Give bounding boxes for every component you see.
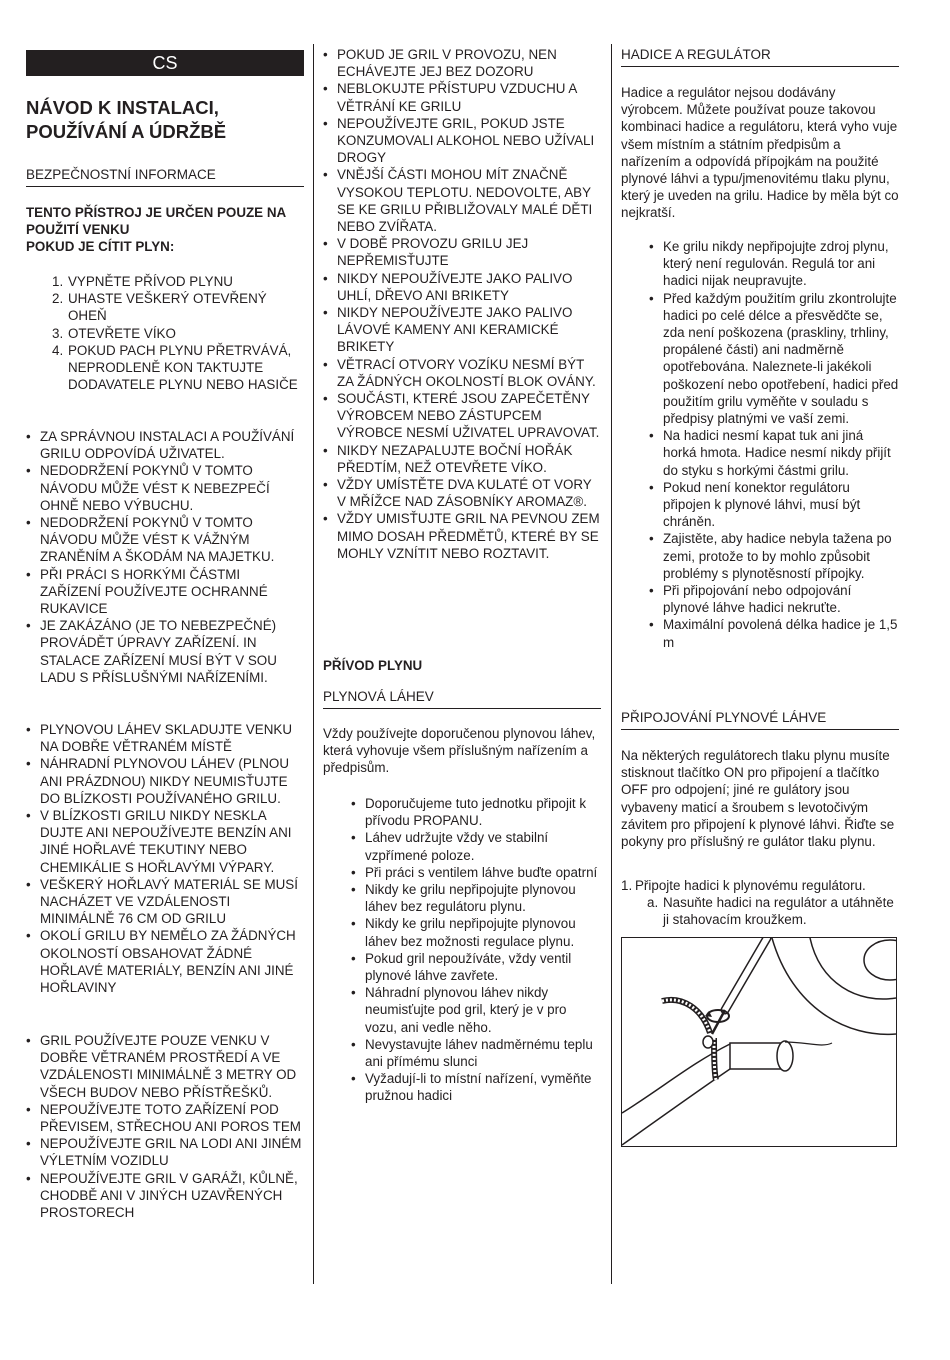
list-item: • NEPOUŽÍVEJTE TOTO ZAŘÍZENÍ POD PŘEVISEM, STŘECHOU ANI POROS TEM <box>26 1101 304 1135</box>
gas-bottle-list <box>351 795 601 1105</box>
list-item: • PLYNOVOU LÁHEV SKLADUJTE VENKU NA DOBŘE VĚTRANÉM MÍSTĚ <box>26 721 304 755</box>
list-item: 1. VYPNĚTE PŘÍVOD PLYNU <box>52 274 233 289</box>
list-item: • NIKDY NEZAPALUJTE BOČNÍ HOŘÁK PŘEDTÍM, NEŽ OTEVŘETE VÍKO. <box>323 442 601 476</box>
list-item: • Láhev udržujte vždy ve stabilní vzpřímené poloze. <box>351 829 601 863</box>
safety-list-c <box>26 1032 304 1221</box>
list-item: • VNĚJŠÍ ČÁSTI MOHOU MÍT ZNAČNĚ VYSOKOU TEPLOTU. NEDOVOLTE, ABY SE KE GRILU PŘIBLIŽOVALY MALÉ DĚTI NEBO ZVÍŘATA. <box>323 166 601 235</box>
list-item: • POKUD JE GRIL V PROVOZU, NEN ECHÁVEJTE JEJ BEZ DOZORU <box>323 46 601 80</box>
column-divider-2 <box>611 44 612 1284</box>
list-item: • ZA SPRÁVNOU INSTALACI A POUŽÍVÁNÍ GRILU ODPOVÍDÁ UŽIVATEL. <box>26 428 304 462</box>
list-item: • NÁHRADNÍ PLYNOVOU LÁHEV (PLNOU ANI PRÁZDNOU) NIKDY NEUMISŤUJTE DO BLÍZKOSTI POUŽÍVANÉHO GRILU. <box>26 755 304 807</box>
warning-block <box>26 204 304 256</box>
gas-bottle-intro: Vždy používejte doporučenou plynovou láhev, která vyhovuje všem příslušným nařízením a předpisům. <box>323 726 596 776</box>
gas-supply-heading: PŘÍVOD PLYNU <box>323 658 423 673</box>
list-item: • VEŠKERÝ HOŘLAVÝ MATERIÁL SE MUSÍ NACHÁZET VE VZDÁLENOSTI MINIMÁLNĚ 76 CM OD GRILU <box>26 876 304 928</box>
language-bar: CS <box>26 50 304 76</box>
list-item: • Doporučujeme tuto jednotku připojit k přívodu PROPANU. <box>351 795 601 829</box>
safety-heading: BEZPEČNOSTNÍ INFORMACE <box>26 167 304 187</box>
list-item: • NEPOUŽÍVEJTE GRIL V GARÁŽI, KŮLNĚ, CHODBĚ ANI V JINÝCH UZAVŘENÝCH PROSTORECH <box>26 1170 304 1222</box>
list-item: • JE ZAKÁZÁNO (JE TO NEBEZPEČNÉ) PROVÁDĚT ÚPRAVY ZAŘÍZENÍ. IN STALACE ZAŘÍZENÍ MUSÍ BÝT V SOU LADU S PŘÍSLUŠNÝMI NAŘÍZENÍMI. <box>26 617 304 686</box>
list-item: • Při práci s ventilem láhve buďte opatrní <box>351 864 601 881</box>
warning-line-1: TENTO PŘÍSTROJ JE URČEN POUZE NA POUŽITÍ VENKU <box>26 205 286 238</box>
list-item: • SOUČÁSTI, KTERÉ JSOU ZAPEČETĚNY VÝROBCEM NEBO ZÁSTUPCEM VÝROBCE NESMÍ UŽIVATEL UPRAVOVAT. <box>323 390 601 442</box>
list-item: • VŽDY UMISŤUJTE GRIL NA PEVNOU ZEM MIMO DOSAH PŘEDMĚTŮ, KTERÉ BY SE MOHLY VZNÍTIT NEBO ROZTAVIT. <box>323 510 601 562</box>
hose-clamp-drawing <box>622 938 896 1146</box>
list-item: • V BLÍZKOSTI GRILU NIKDY NESKLA DUJTE ANI NEPOUŽÍVEJTE BENZÍN ANI JINÉ HOŘLAVÉ TEKUTINY NEBO CHEMIKÁLIE S HOŘLAVÝMI VÝPARY. <box>26 807 304 876</box>
safety-list-a <box>26 428 304 686</box>
hose-regulator-list <box>649 238 899 651</box>
list-item: • NEDODRŽENÍ POKYNŮ V TOMTO NÁVODU MŮŽE VÉST K VÁŽNÝM ZRANĚNÍM A ŠKODÁM NA MAJETKU. <box>26 514 304 566</box>
step-1a: a. Nasuňte hadici na regulátor a utáhněte ji stahovacím kroužkem. <box>647 895 894 928</box>
list-item: • Maximální povolená délka hadice je 1,5 m <box>649 616 899 650</box>
list-item: • Nikdy ke grilu nepřipojujte plynovou láhev bez regulátoru plynu. <box>351 881 601 915</box>
list-item: • VĚTRACÍ OTVORY VOZÍKU NESMÍ BÝT ZA ŽÁDNÝCH OKOLNOSTÍ BLOK OVÁNY. <box>323 356 601 390</box>
list-item: • NEDODRŽENÍ POKYNŮ V TOMTO NÁVODU MŮŽE VÉST K NEBEZPEČÍ OHNĚ NEBO VÝBUCHU. <box>26 462 304 514</box>
list-item: • PŘI PRÁCI S HORKÝMI ČÁSTMI ZAŘÍZENÍ POUŽÍVEJTE OCHRANNÉ RUKAVICE <box>26 566 304 618</box>
list-item: • NIKDY NEPOUŽÍVEJTE JAKO PALIVO UHLÍ, DŘEVO ANI BRIKETY <box>323 270 601 304</box>
hose-regulator-intro: Hadice a regulátor nejsou dodávány výrobcem. Můžete používat pouze takovou kombinaci hadice a regulátoru, která vyho vuje všem místním a státním předpisům a nařízením a odpovídá přípojkám na použité plynové láhvi a typu/jmenovitému tlaku plynu, který je uveden na grilu. Hadice by měla být co nejkratší. <box>621 85 899 221</box>
list-item: • NEPOUŽÍVEJTE GRIL, POKUD JSTE KONZUMOVALI ALKOHOL NEBO UŽÍVALI DROGY <box>323 115 601 167</box>
list-item: • Pokud gril nepoužíváte, vždy ventil plynové láhve zavřete. <box>351 950 601 984</box>
page-title: NÁVOD K INSTALACI, POUŽÍVÁNÍ A ÚDRŽBĚ <box>26 97 227 142</box>
hose-clamp-illustration <box>621 937 897 1147</box>
list-item: 2. UHASTE VEŠKERÝ OTEVŘENÝ OHEŇ <box>52 291 267 324</box>
step-1: 1. Připojte hadici k plynovému regulátoru. <box>621 878 866 893</box>
list-item: • OKOLÍ GRILU BY NEMĚLO ZA ŽÁDNÝCH OKOLNOSTÍ OBSAHOVAT ŽÁDNÉ HOŘLAVÉ MATERIÁLY, BENZÍN ANI JINÉ HOŘLAVINY <box>26 927 304 996</box>
list-item: • Na hadici nesmí kapat tuk ani jiná horká hmota. Hadice nesmí nikdy přijít do styku s horkými částmi grilu. <box>649 427 899 479</box>
list-item: • Vyžadují-li to místní nařízení, vyměňte pružnou hadici <box>351 1070 601 1104</box>
safety-list-b <box>26 721 304 996</box>
gas-smell-steps <box>26 273 304 393</box>
operation-list <box>323 46 601 562</box>
list-item: 4. POKUD PACH PLYNU PŘETRVÁVÁ, NEPRODLENĚ KON TAKTUJTE DODAVATELE PLYNU NEBO HASIČE <box>52 342 298 393</box>
bottle-connection-heading: PŘIPOJOVÁNÍ PLYNOVÉ LÁHVE <box>621 710 899 730</box>
list-item: • NIKDY NEPOUŽÍVEJTE JAKO PALIVO LÁVOVÉ KAMENY ANI KERAMICKÉ BRIKETY <box>323 304 601 356</box>
bottle-connection-intro: Na některých regulátorech tlaku plynu musíte stisknout tlačítko ON pro připojení a tlačítko OFF pro odpojení; jiné re gulátory jsou vybaveny maticí a šroubem s levotočivým závitem pro připojení k plynové láhvi. Řiďte se pokyny pro příslušný re gulátor tlaku plynu. <box>621 748 895 850</box>
list-item: • VŽDY UMÍSTĚTE DVA KULATÉ OT VORY V MŘÍŽCE NAD ZÁSOBNÍKY AROMAZ®. <box>323 476 601 510</box>
list-item: • Před každým použitím grilu zkontrolujte hadici po celé délce a přesvědčte se, zda není poškozena (praskliny, trhliny, propálené části) ani nadměrně opotřebována. Naleznete-li jakékoli poškození nebo opotřebení, hadici před použitím grilu vyměňte v souladu s předpisy platnými ve vaší zemi. <box>649 290 899 428</box>
list-item: • Náhradní plynovou láhev nikdy neumisťujte pod gril, který je v pro vozu, ani vedle něho. <box>351 984 601 1036</box>
list-item: • Při připojování nebo odpojování plynové láhve hadici nekruťte. <box>649 582 899 616</box>
list-item: • Nevystavujte láhev nadměrnému teplu ani přímému slunci <box>351 1036 601 1070</box>
column-divider-1 <box>313 44 314 1284</box>
list-item: • GRIL POUŽÍVEJTE POUZE VENKU V DOBŘE VĚTRANÉM PROSTŘEDÍ A VE VZDÁLENOSTI MINIMÁLNĚ 3 METRY OD VŠECH BUDOV NEBO PŘÍSTŘEŠKŮ. <box>26 1032 304 1101</box>
list-item: • NEBLOKUJTE PŘÍSTUPU VZDUCHU A VĚTRÁNÍ KE GRILU <box>323 80 601 114</box>
list-item: • Zajistěte, aby hadice nebyla tažena po zemi, protože to by mohlo způsobit problémy s plynotěsností přípojky. <box>649 530 899 582</box>
list-item: 3. OTEVŘETE VÍKO <box>52 325 176 341</box>
warning-line-2: POKUD JE CÍTIT PLYN: <box>26 239 175 255</box>
list-item: • NEPOUŽÍVEJTE GRIL NA LODI ANI JINÉM VÝLETNÍM VOZIDLU <box>26 1135 304 1169</box>
list-item: • Nikdy ke grilu nepřipojujte plynovou láhev bez možnosti regulace plynu. <box>351 915 601 949</box>
list-item: • Ke grilu nikdy nepřipojujte zdroj plynu, který není regulován. Regulá tor ani hadici nijak neupravujte. <box>649 238 899 290</box>
gas-bottle-heading: PLYNOVÁ LÁHEV <box>323 689 601 709</box>
connection-steps <box>621 877 899 929</box>
list-item: • V DOBĚ PROVOZU GRILU JEJ NEPŘEMISŤUJTE <box>323 235 601 269</box>
list-item: • Pokud není konektor regulátoru připojen k plynové láhvi, musí být chráněn. <box>649 479 899 531</box>
hose-regulator-heading: HADICE A REGULÁTOR <box>621 47 899 67</box>
